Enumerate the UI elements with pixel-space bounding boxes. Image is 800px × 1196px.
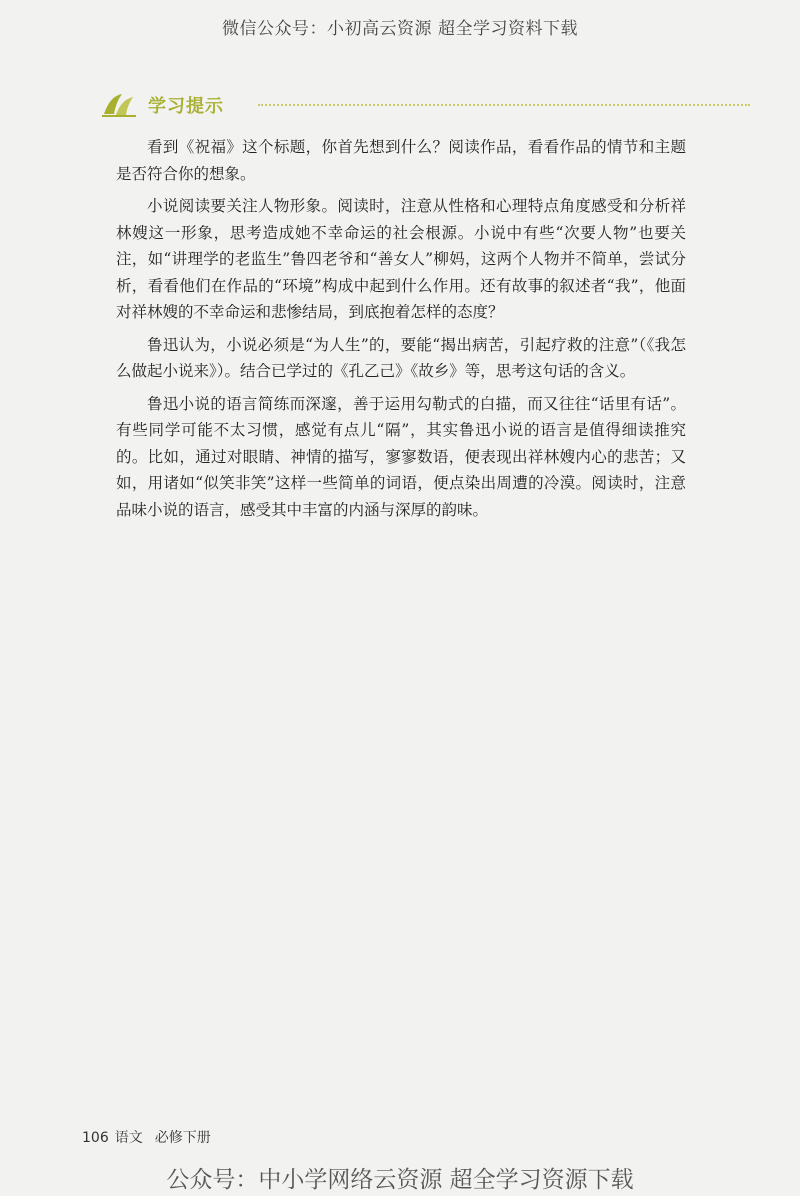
footer-watermark: 公众号：中小学网络云资源 超全学习资源下载 [166, 1167, 634, 1193]
header-watermark: 微信公众号：小初高云资源 超全学习资料下载 [222, 19, 578, 39]
study-tips-header [100, 88, 750, 122]
paragraph: 小说阅读要关注人物形象。阅读时，注意从性格和心理特点角度感受和分析祥林嫂这一形象，思考造成她不幸命运的社会根源。小说中有些“次要人物”也要关注，如“讲理学的老监生”鲁四老爷和“善女人”柳妈，这两个人物并不简单，尝试分析，看看他们在作品的“环境”构成中起到什么作用。还有故事的叙述者“我”，他面对祥林嫂的不幸命运和悲惨结局，到底抱着怎样的态度？ [116, 197, 686, 321]
paragraph: 鲁迅认为，小说必须是“为人生”的，要能“揭出病苦，引起疗救的注意”（《我怎么做起小说来》）。结合已学过的《孔乙己》《故乡》等，思考这句话的含义。 [116, 335, 686, 380]
book-volume: 必修下册 [154, 1130, 211, 1146]
dotted-divider [258, 104, 750, 106]
page-number: 106 [82, 1130, 109, 1146]
paragraph: 看到《祝福》这个标题，你首先想到什么？阅读作品，看看作品的情节和主题是否符合你的想象。 [116, 138, 686, 183]
book-subject: 语文 [114, 1130, 143, 1146]
section-title: 学习提示 [148, 96, 224, 117]
study-tips-body [116, 134, 686, 529]
paragraph: 鲁迅小说的语言简练而深邃，善于运用勾勒式的白描，而又往往“话里有话”。有些同学可能不太习惯，感觉有点儿“隔”，其实鲁迅小说的语言是值得细读推究的。比如，通过对眼睛、神情的描写，寥寥数语，便表现出祥林嫂内心的悲苦；又如，用诸如“似笑非笑”这样一些简单的词语，便点染出周遭的冷漠。阅读时，注意品味小说的语言，感受其中丰富的内涵与深厚的韵味。 [116, 394, 686, 519]
page-footer [82, 1127, 211, 1147]
study-tips-icon [100, 88, 138, 120]
